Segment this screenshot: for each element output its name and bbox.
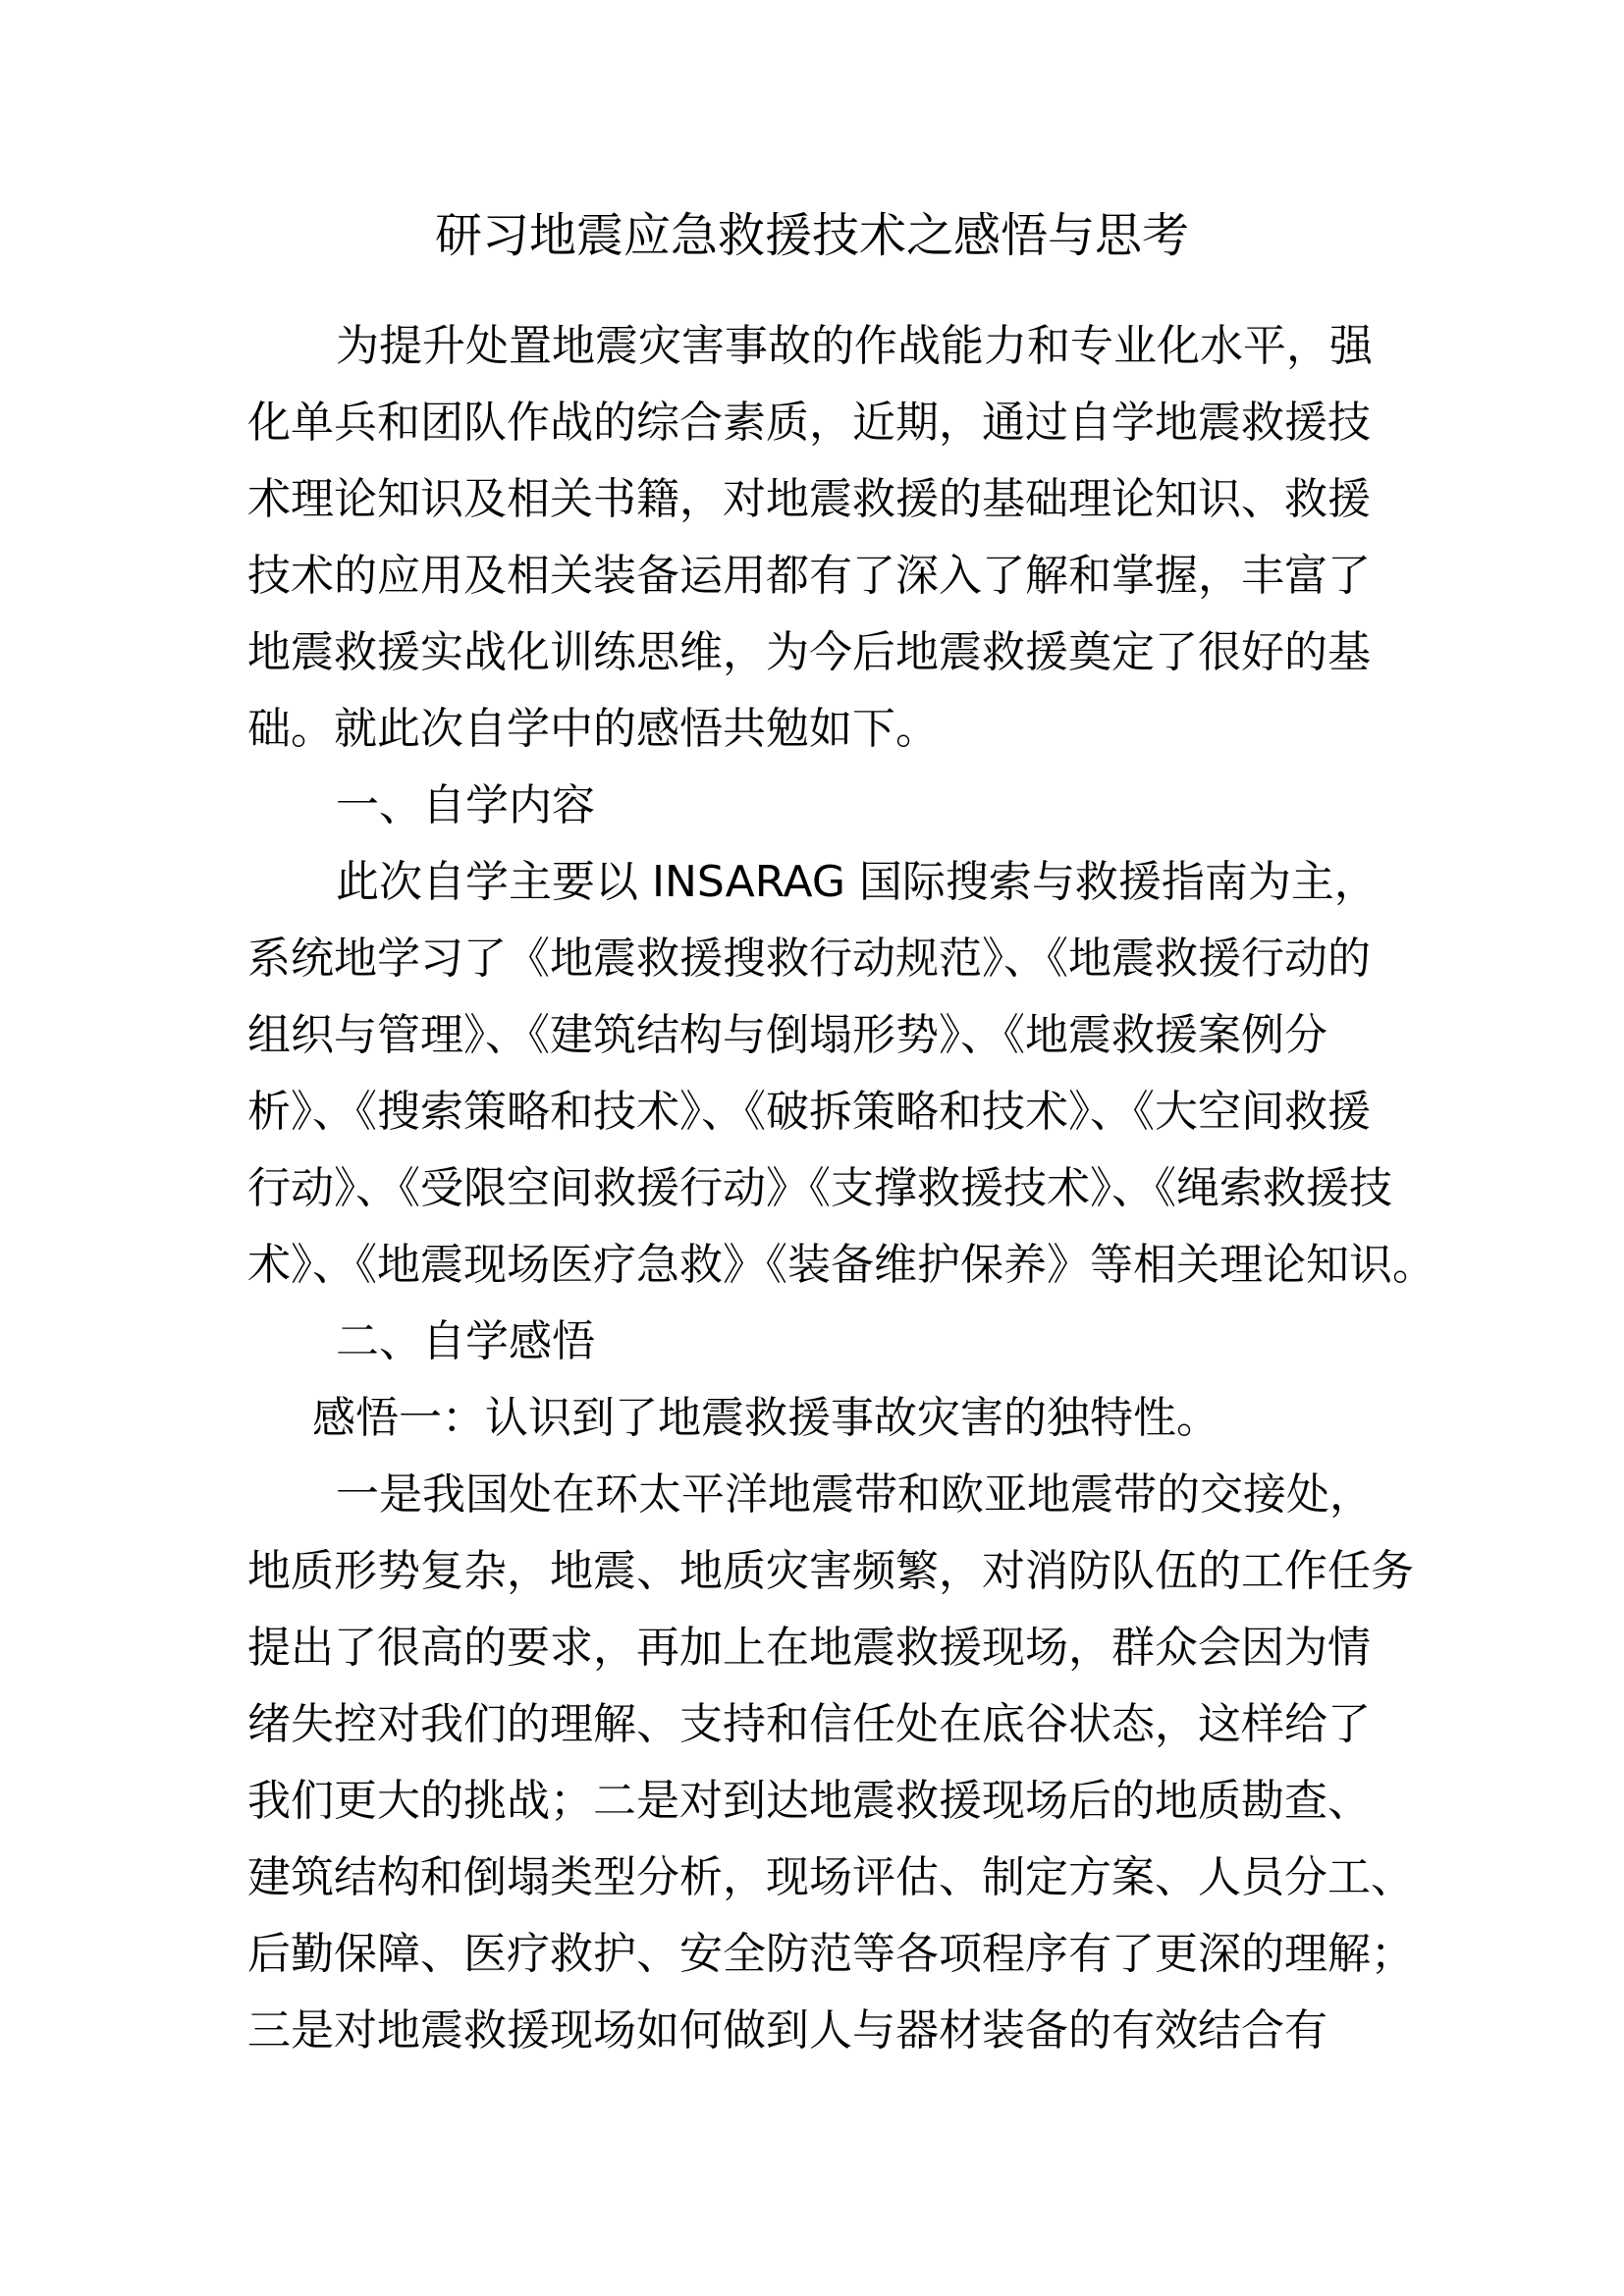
section1-line: 系统地学习了《地震救援搜救行动规范》、《地震救援行动的 xyxy=(247,934,1371,984)
document-title: 研习地震应急救援技术之感悟与思考 xyxy=(434,208,1189,263)
section1-line: 术》、《地震现场医疗急救》《装备维护保养》等相关理论知识。 xyxy=(247,1240,1435,1290)
intro-line: 技术的应用及相关装备运用都有了深入了解和掌握，丰富了 xyxy=(247,551,1371,601)
section2-heading: 二、自学感悟 xyxy=(336,1316,595,1366)
intro-line: 地震救援实战化训练思维，为今后地震救援奠定了很好的基 xyxy=(247,627,1371,677)
insight1-line: 一是我国处在环太平洋地震带和欧亚地震带的交接处， xyxy=(336,1469,1373,1520)
section1-line: 行动》、《受限空间救援行动》《支撑救援技术》、《绳索救援技 xyxy=(247,1163,1392,1213)
section1-line: 此次自学主要以 INSARAG 国际搜索与救援指南为主， xyxy=(336,857,1378,907)
section1-heading: 一、自学内容 xyxy=(336,780,595,830)
insight1-heading: 感悟一：认识到了地震救援事故灾害的独特性。 xyxy=(312,1393,1219,1443)
intro-line: 础。就此次自学中的感悟共勉如下。 xyxy=(247,704,939,754)
insight1-line: 后勤保障、医疗救护、安全防范等各项程序有了更深的理解； xyxy=(247,1929,1414,1979)
insight1-line: 绪失控对我们的理解、支持和信任处在底谷状态，这样给了 xyxy=(247,1699,1371,1749)
insight1-line: 地质形势复杂，地震、地质灾害频繁，对消防队伍的工作任务 xyxy=(247,1546,1414,1596)
insight1-line: 提出了很高的要求，再加上在地震救援现场，群众会因为情 xyxy=(247,1623,1371,1673)
intro-line: 化单兵和团队作战的综合素质，近期，通过自学地震救援技 xyxy=(247,398,1371,448)
intro-line: 术理论知识及相关书籍，对地震救援的基础理论知识、救援 xyxy=(247,474,1371,524)
insight1-line: 三是对地震救援现场如何做到人与器材装备的有效结合有 xyxy=(247,2005,1327,2056)
insight1-line: 建筑结构和倒塌类型分析，现场评估、制定方案、人员分工、 xyxy=(247,1852,1414,1902)
intro-line: 为提升处置地震灾害事故的作战能力和专业化水平，强 xyxy=(336,321,1373,371)
insight1-line: 我们更大的挑战；二是对到达地震救援现场后的地质勘查、 xyxy=(247,1776,1371,1826)
section1-line: 析》、《搜索策略和技术》、《破拆策略和技术》、《大空间救援 xyxy=(247,1087,1371,1137)
section1-line: 组织与管理》、《建筑结构与倒塌形势》、《地震救援案例分 xyxy=(247,1010,1327,1060)
